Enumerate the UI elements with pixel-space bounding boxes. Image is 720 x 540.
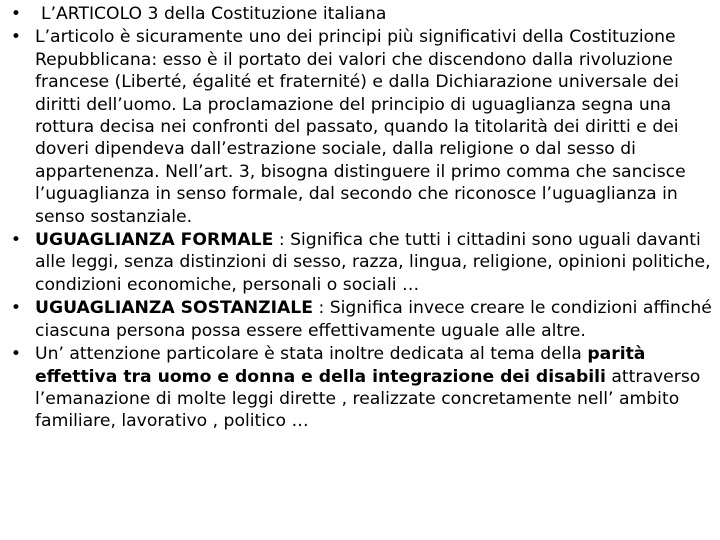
formal-equality-term: UGUAGLIANZA FORMALE	[35, 230, 274, 251]
substantial-equality-term: UGUAGLIANZA SOSTANZIALE	[35, 298, 313, 319]
bullet-icon: •	[10, 27, 22, 48]
bullet-icon: •	[10, 4, 22, 24]
bullet-item-title	[10, 3, 714, 25]
bullet-list	[0, 3, 720, 434]
slide-title: L’ARTICOLO 3 della Costituzione italiana	[41, 4, 387, 24]
bullet-icon: •	[10, 230, 22, 251]
bullet-icon: •	[10, 344, 22, 365]
bullet-icon: •	[10, 298, 22, 319]
bullet-item-formal-equality	[10, 229, 714, 296]
substantial-equality-text: : Significa invece creare le condizioni affinché ciascuna persona possa essere effettivamente uguale alle altre.	[35, 298, 712, 341]
intro-text: L’articolo è sicuramente uno dei principi più significativi della Costituzione Repubblicana: esso è il portato dei valori che discendono dalla rivoluzione francese (Liberté, égalité et fraternité) e dalla Dichiarazione universale dei diritti dell’uomo. La proclamazione del principio di uguaglianza segna una rottura decisa nei confronti del passato, quando la titolarità dei diritti e dei doveri dipendeva dall’estrazione sociale, dalla religione o dal sesso di appartenenza. Nell’art. 3, bisogna distinguere il primo comma che sancisce l’uguaglianza in senso formale, dal secondo che riconosce l’uguaglianza in senso sostanziale.	[35, 27, 686, 227]
formal-equality-text: : Significa che tutti i cittadini sono uguali davanti alle leggi, senza distinzioni di sesso, razza, lingua, religione, opinioni politiche, condizioni economiche, personali o sociali …	[35, 230, 711, 295]
bullet-item-substantial-equality	[10, 297, 714, 342]
parity-lead-text: Un’ attenzione particolare è stata inoltre dedicata al tema della	[35, 344, 588, 365]
bullet-item-parity	[10, 343, 714, 433]
parity-emphasis-text: parità effettiva tra uomo e donna e della integrazione dei disabili	[35, 344, 646, 387]
bullet-item-intro	[10, 26, 714, 228]
parity-tail-text: attraverso l’emanazione di molte leggi dirette , realizzate concretamente nell’ ambito familiare, lavorativo , politico …	[35, 366, 701, 432]
